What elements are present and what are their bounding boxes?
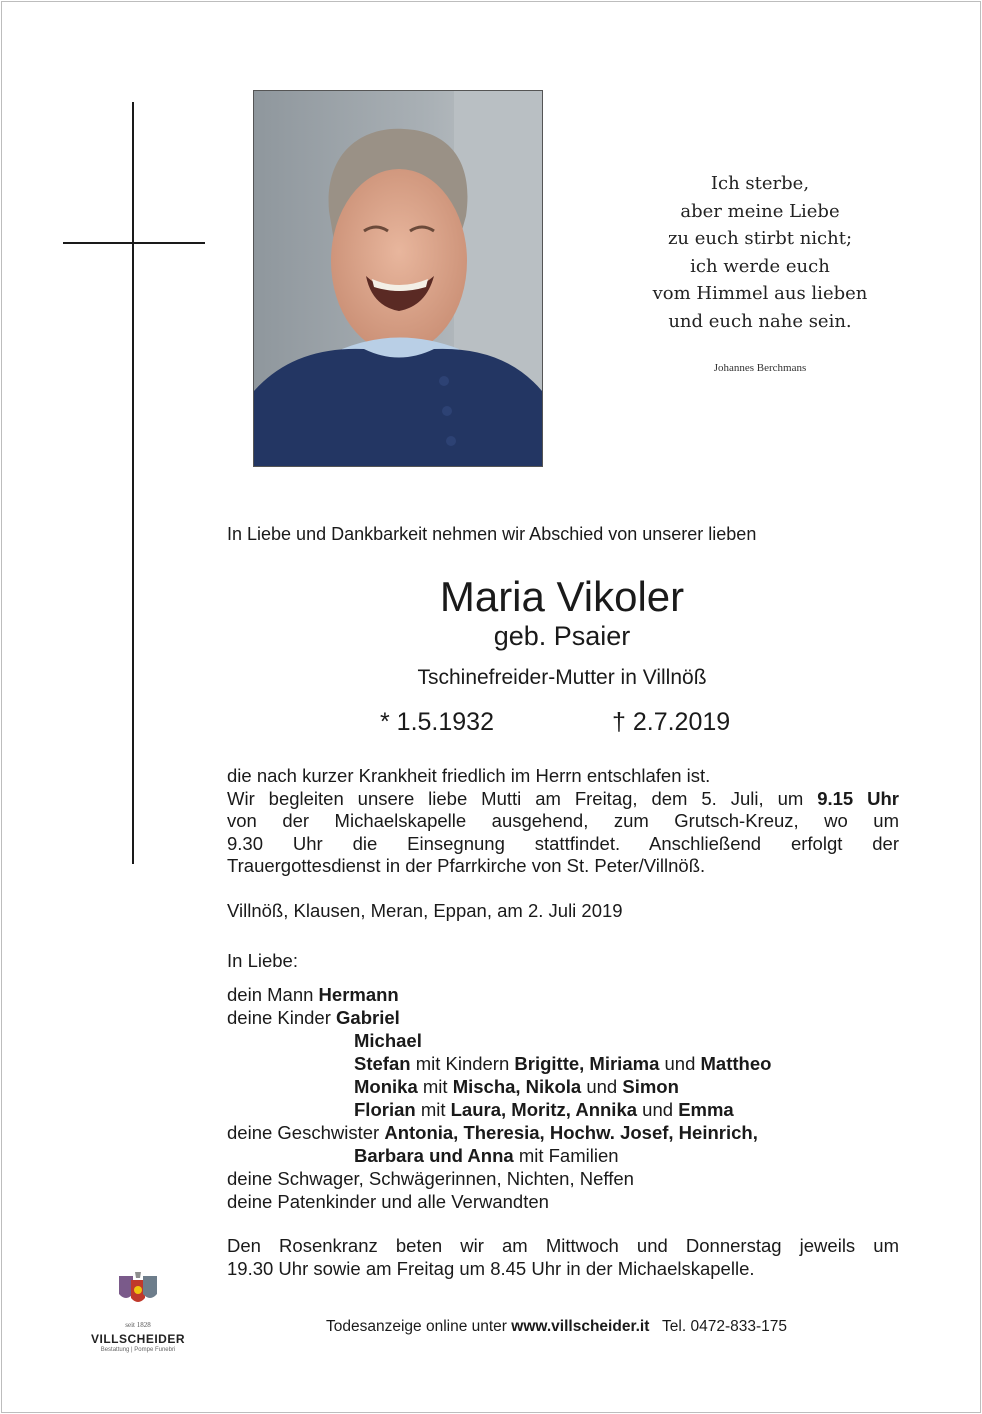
quote-line: ich werde euch (690, 255, 830, 277)
phone-number: Tel. 0472-833-175 (662, 1318, 788, 1335)
family-row-godchildren: deine Patenkinder und alle Verwandten (227, 1191, 549, 1212)
family-row-child (227, 1029, 771, 1052)
quote-author: Johannes Berchmans (713, 362, 807, 374)
portrait-photo (253, 90, 543, 467)
details-line: die nach kurzer Krankheit friedlich im Herrn entschlafen ist. (227, 765, 711, 786)
family-name: Barbara und Anna (354, 1145, 514, 1166)
logo-subtitle: Bestattung | Pompe Funebri (100, 1347, 176, 1353)
family-row-children (227, 1006, 771, 1029)
logo-name: VILLSCHEIDER (90, 1332, 185, 1346)
cross-horizontal-bar (63, 242, 205, 244)
family-row-siblings (227, 1121, 771, 1144)
family-name: Laura, Moritz, Annika (450, 1099, 638, 1120)
family-row-siblings-cont (227, 1144, 771, 1167)
logo-since: seit 1828 (125, 1321, 151, 1329)
quote-line: und euch nahe sein. (668, 310, 852, 332)
family-name: Simon (622, 1076, 679, 1097)
rosary-line: Den Rosenkranz beten wir am Mittwoch und Donnerstag jeweils um (227, 1235, 899, 1256)
funeral-time: 9.15 Uhr (817, 787, 899, 809)
family-name: Monika (354, 1076, 418, 1097)
maiden-name: geb. Psaier (493, 621, 631, 651)
quote-line: aber meine Liebe (680, 200, 840, 222)
website-link[interactable]: www.villscheider.it (511, 1318, 650, 1335)
details-line: von der Michaelskapelle ausgehend, zum Grutsch-Kreuz, wo um (227, 810, 899, 831)
family-row-child (227, 1098, 771, 1121)
conjunction: und (664, 1053, 696, 1074)
details-text: Wir begleiten unsere liebe Mutti am Freitag, dem 5. Juli, um (227, 787, 804, 809)
family-name: Gabriel (336, 1007, 400, 1028)
relation-label: dein Mann (227, 984, 314, 1005)
funeral-details (227, 765, 899, 878)
quote-line: zu euch stirbt nicht; (667, 228, 853, 249)
intro-text: In Liebe und Dankbarkeit nehmen wir Abschied von unserer lieben (227, 524, 757, 544)
footer-prefix: Todesanzeige online unter (326, 1318, 507, 1335)
in-love-heading: In Liebe: (227, 950, 298, 971)
rosary-notice (227, 1234, 899, 1280)
relation-label: mit Familien (518, 1145, 619, 1166)
quote-line: Ich sterbe, (710, 173, 810, 194)
quote-line: vom Himmel aus lieben (652, 283, 868, 304)
relation-label: deine Geschwister (227, 1122, 380, 1143)
place-date: Villnöß, Klausen, Meran, Eppan, am 2. Juli 2019 (227, 900, 623, 921)
relation-label: mit (422, 1076, 448, 1097)
family-name: Michael (354, 1030, 422, 1051)
memorial-quote (630, 170, 890, 335)
family-name: Mattheo (700, 1053, 772, 1074)
family-name: Mischa, Nikola (452, 1076, 582, 1097)
details-line: Trauergottesdienst in der Pfarrkirche von St. Peter/Villnöß. (227, 855, 706, 876)
relation-label: mit (420, 1099, 446, 1120)
family-name: Hermann (318, 984, 399, 1005)
rosary-line: 19.30 Uhr sowie am Freitag um 8.45 Uhr in der Michaelskapelle. (227, 1258, 755, 1279)
conjunction: und (642, 1099, 674, 1120)
cross-vertical-bar (132, 102, 134, 864)
details-line: 9.30 Uhr die Einsegnung stattfindet. Anschließend erfolgt der (227, 832, 899, 854)
family-name: Emma (678, 1099, 734, 1120)
family-row-child (227, 1075, 771, 1098)
family-list (227, 983, 771, 1213)
deceased-title: Tschinefreider-Mutter in Villnöß (417, 666, 707, 689)
relation-label: deine Kinder (227, 1007, 331, 1028)
family-name: Florian (354, 1099, 416, 1120)
funeral-home-logo (83, 1270, 193, 1353)
footer (326, 1318, 787, 1336)
relation-label: mit Kindern (415, 1053, 510, 1074)
family-name: Brigitte, Miriama (514, 1053, 660, 1074)
family-row-child (227, 1052, 771, 1075)
family-row-inlaws: deine Schwager, Schwägerinnen, Nichten, Neffen (227, 1168, 634, 1189)
details-line (227, 788, 899, 811)
birth-date: * 1.5.1932 (380, 708, 494, 736)
family-row-husband (227, 983, 771, 1006)
family-name: Stefan (354, 1053, 411, 1074)
deceased-name: Maria Vikoler (439, 573, 685, 620)
coat-of-arms-icon (111, 1270, 165, 1314)
family-name: Antonia, Theresia, Hochw. Josef, Heinrich, (384, 1122, 758, 1143)
death-date: † 2.7.2019 (612, 708, 731, 736)
conjunction: und (586, 1076, 618, 1097)
